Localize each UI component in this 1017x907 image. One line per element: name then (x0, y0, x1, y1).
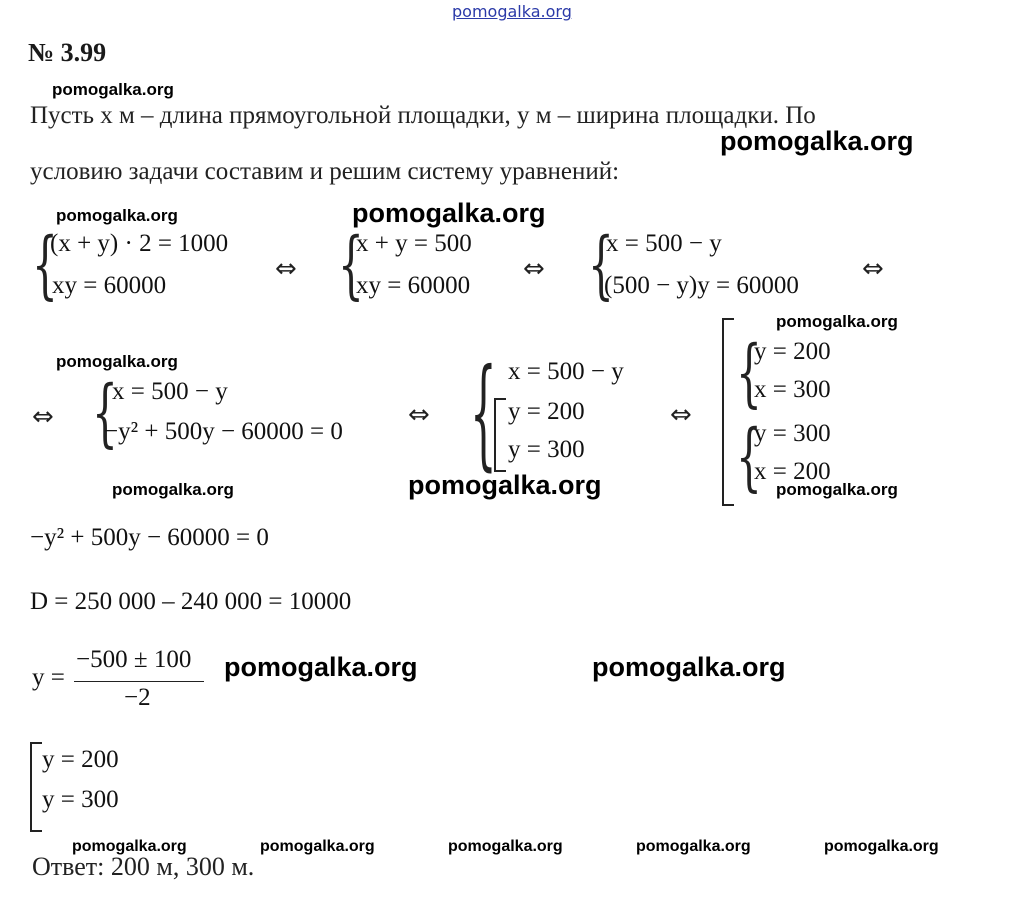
watermark-label: pomogalka.org (824, 838, 939, 855)
equivalence-symbol: ⇔ (862, 254, 884, 284)
fraction-bar (74, 681, 204, 682)
watermark-label: pomogalka.org (636, 838, 751, 855)
watermark-label: pomogalka.org (592, 652, 786, 682)
quadratic-equation: −y² + 500y − 60000 = 0 (30, 524, 269, 551)
root: y = 200 (42, 746, 119, 773)
equation: (500 − y)y = 60000 (604, 272, 799, 299)
equation: x = 500 − y (112, 378, 228, 405)
brace: { (470, 344, 497, 483)
equation: x = 500 − y (606, 230, 722, 257)
brace: { (736, 414, 762, 500)
equation: y = 200 (508, 398, 585, 425)
equation: (x + y) · 2 = 1000 (50, 230, 229, 257)
equation: y = 200 (754, 338, 831, 365)
equivalence-symbol: ⇔ (670, 400, 692, 430)
root: y = 300 (42, 786, 119, 813)
answer: Ответ: 200 м, 300 м. (32, 852, 255, 881)
brace: { (32, 222, 58, 308)
fraction-numerator: −500 ± 100 (76, 646, 192, 673)
watermark-label: pomogalka.org (776, 312, 898, 331)
equivalence-symbol: ⇔ (32, 402, 54, 432)
watermark-label: pomogalka.org (260, 838, 375, 855)
equation: y = 300 (508, 436, 585, 463)
watermark-label: pomogalka.org (112, 480, 234, 499)
watermark-label: pomogalka.org (448, 838, 563, 855)
equation: y = 300 (754, 420, 831, 447)
bracket (722, 318, 734, 506)
equation: x = 200 (754, 458, 831, 485)
top-watermark: pomogalka.org (452, 2, 572, 21)
equivalence-symbol: ⇔ (408, 400, 430, 430)
formula-lhs: y = (32, 664, 65, 691)
watermark-label: pomogalka.org (776, 480, 898, 499)
brace: { (736, 330, 762, 416)
watermark-label: pomogalka.org (352, 198, 546, 228)
watermark-label: pomogalka.org (224, 652, 418, 682)
fraction-denominator: −2 (124, 684, 151, 711)
equation: xy = 60000 (52, 272, 167, 299)
equivalence-symbol: ⇔ (275, 254, 297, 284)
brace: { (338, 222, 364, 308)
bracket (30, 742, 42, 832)
equation: xy = 60000 (356, 272, 471, 299)
watermark-label: pomogalka.org (56, 206, 178, 225)
intro-line-1: Пусть x м – длина прямоугольной площадки, y м – ширина площадки. По (30, 102, 816, 129)
equation: x = 300 (754, 376, 831, 403)
equation: x = 500 − y (508, 358, 624, 385)
intro-line-2: условию задачи составим и решим систему уравнений: (30, 158, 620, 185)
equation: −y² + 500y − 60000 = 0 (104, 418, 343, 445)
problem-number: № 3.99 (28, 38, 107, 67)
watermark-label: pomogalka.org (52, 80, 174, 99)
watermark-label: pomogalka.org (720, 126, 914, 156)
brace: { (588, 222, 614, 308)
watermark-label: pomogalka.org (72, 838, 187, 855)
brace: { (92, 370, 118, 456)
bracket (494, 398, 506, 472)
watermark-label: pomogalka.org (408, 470, 602, 500)
discriminant: D = 250 000 – 240 000 = 10000 (30, 588, 352, 615)
equation: x + y = 500 (356, 230, 472, 257)
watermark-label: pomogalka.org (56, 352, 178, 371)
equivalence-symbol: ⇔ (523, 254, 545, 284)
